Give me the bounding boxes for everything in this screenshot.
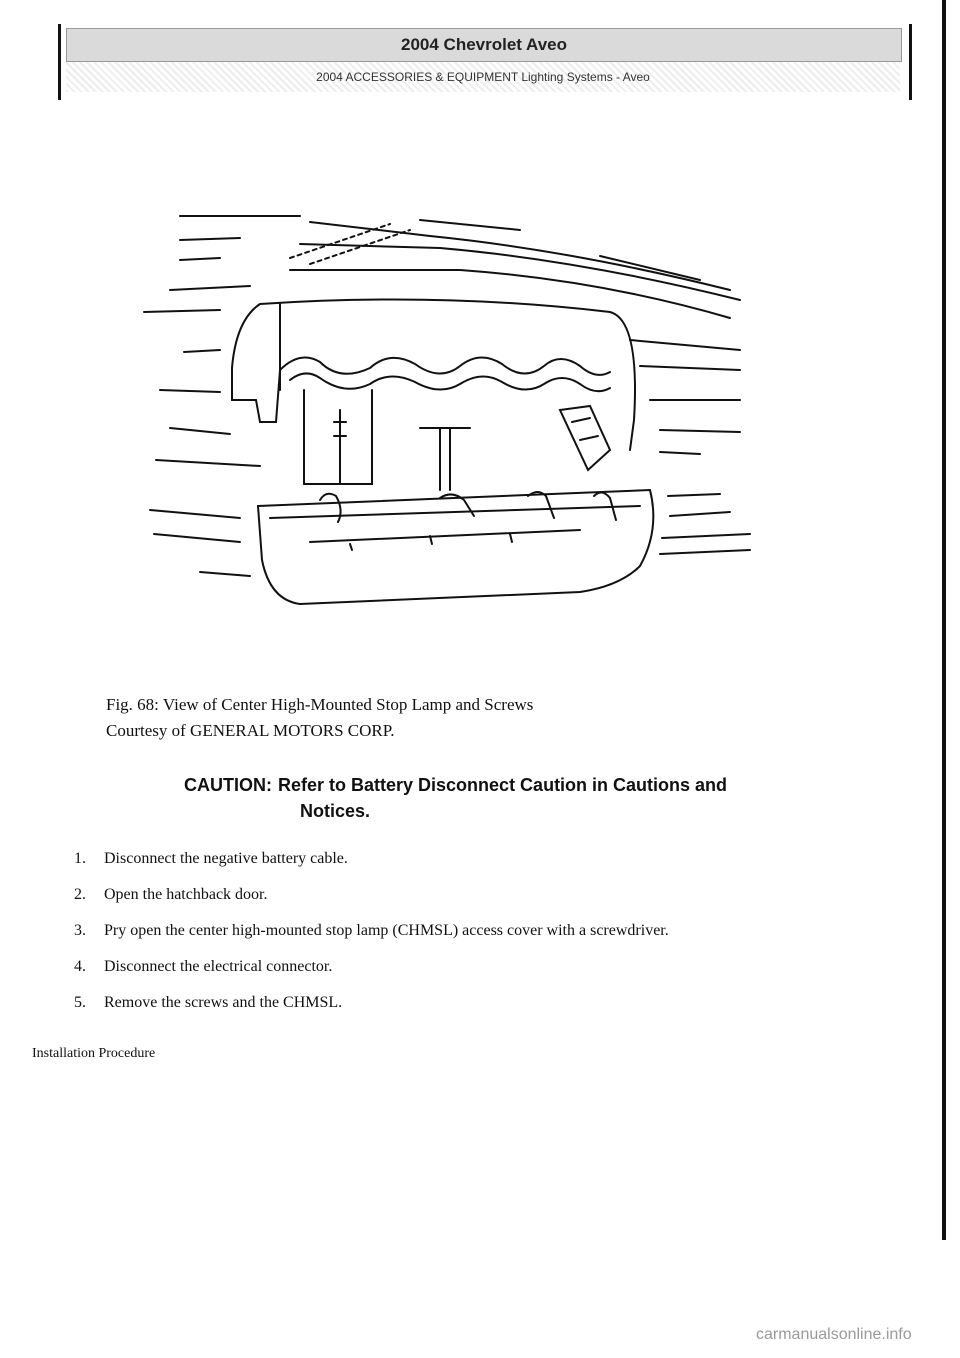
screws <box>304 390 610 490</box>
figure-caption-block <box>106 692 533 744</box>
step-number: 4. <box>74 958 86 975</box>
glass-streaks <box>144 216 750 576</box>
watermark: carmanualsonline.info <box>756 1326 912 1343</box>
document-title: 2004 Chevrolet Aveo <box>66 28 902 62</box>
figure-credit: Courtesy of GENERAL MOTORS CORP. <box>106 721 395 740</box>
lamp-base <box>258 490 653 604</box>
step-text: Open the hatchback door. <box>104 886 268 903</box>
caution-text-line1: Refer to Battery Disconnect Caution in Cautions and <box>278 775 728 795</box>
figure-caption: Fig. 68: View of Center High-Mounted Stop Lamp and Screws <box>106 695 534 714</box>
list-item <box>74 918 834 944</box>
step-number: 1. <box>74 850 86 867</box>
caution-note <box>184 772 884 824</box>
list-item <box>74 882 834 908</box>
caution-text-line2: Notices. <box>300 801 371 821</box>
step-text: Pry open the center high-mounted stop lamp (CHMSL) access cover with a screwdriver. <box>104 922 669 939</box>
list-item <box>74 846 834 872</box>
section-heading: Installation Procedure <box>32 1046 156 1061</box>
list-item <box>74 990 834 1016</box>
step-number: 3. <box>74 922 86 939</box>
list-item <box>74 954 834 980</box>
step-number: 5. <box>74 994 86 1011</box>
step-text: Remove the screws and the CHMSL. <box>104 994 343 1011</box>
chmsl-illustration <box>140 200 760 640</box>
step-text: Disconnect the electrical connector. <box>104 958 333 975</box>
caution-label: CAUTION: <box>184 775 272 795</box>
step-number: 2. <box>74 886 86 903</box>
step-text: Disconnect the negative battery cable. <box>104 850 348 867</box>
right-margin-rule <box>942 0 946 1240</box>
document-subtitle: 2004 ACCESSORIES & EQUIPMENT Lighting Systems - Aveo <box>66 62 900 92</box>
removal-steps <box>74 846 834 1026</box>
